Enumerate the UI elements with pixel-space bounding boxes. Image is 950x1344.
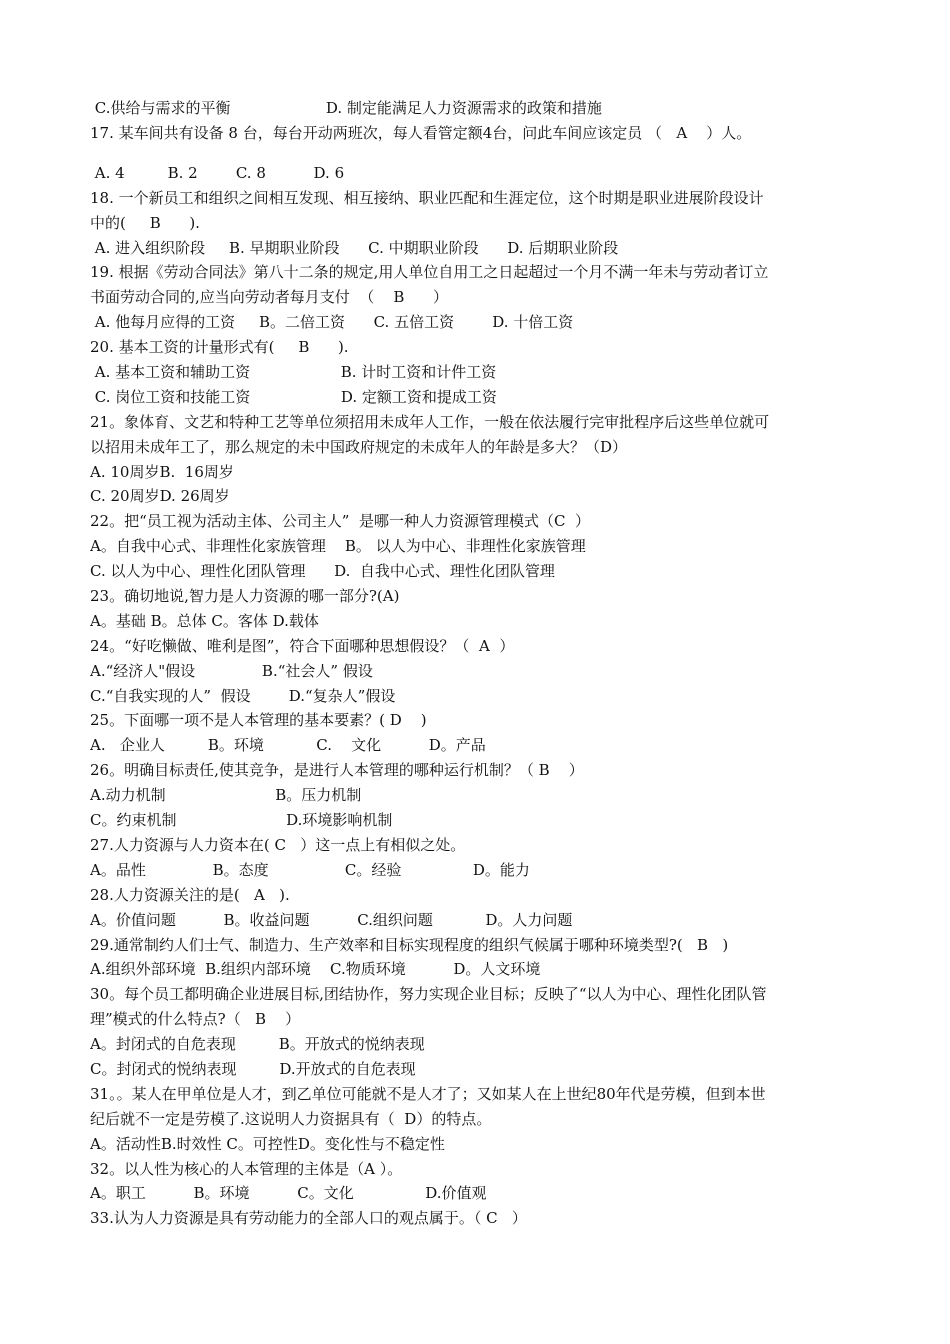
text-line: 32。以人性为核心的人本管理的主体是（A ）。 bbox=[90, 1159, 403, 1178]
text-line: A.动力机制 B。压力机制 bbox=[90, 786, 362, 805]
text-line: 33.认为人力资源是具有劳动能力的全部人口的观点属于。（ C ） bbox=[90, 1209, 527, 1228]
text-line: A。自我中心式、非理性化家族管理 B。 以人为中心、非理性化家族管理 bbox=[90, 537, 586, 556]
text-line: 中的( B ). bbox=[90, 213, 200, 232]
text-line: 以招用未成年工了，那么规定的未中国政府规定的未成年人的年龄是多大？（D） bbox=[90, 437, 628, 456]
text-line: 23。确切地说,智力是人力资源的哪一部分?(A) bbox=[90, 587, 400, 606]
text-line: 21。象体育、文艺和特种工艺等单位须招用未成年人工作，一般在依法履行完审批程序后这些单位就可 bbox=[90, 412, 770, 431]
text-line: 17. 某车间共有设备 8 台，每台开动两班次，每人看管定额4台，问此车间应该定员 （ A ）人。 bbox=[90, 123, 752, 142]
text-line: A. 企业人 B。环境 C. 文化 D。产品 bbox=[90, 736, 486, 755]
text-line: 31。。某人在甲单位是人才，到乙单位可能就不是人才了；又如某人在上世纪80年代是劳模，但到本世 bbox=[90, 1084, 766, 1103]
text-line: C. 以人为中心、理性化团队管理 D. 自我中心式、理性化团队管理 bbox=[90, 562, 555, 581]
text-line: 28.人力资源关注的是( A ). bbox=[90, 885, 290, 904]
text-line: A。活动性B.时效性 C。可控性D。变化性与不稳定性 bbox=[90, 1134, 445, 1153]
text-line: C. 岗位工资和技能工资 D. 定额工资和提成工资 bbox=[90, 387, 497, 406]
text-line: 22。把“员工视为活动主体、公司主人” 是哪一种人力资源管理模式（C ） bbox=[90, 512, 590, 531]
text-line: 理”模式的什么特点?（ B ） bbox=[90, 1010, 301, 1029]
text-line: A. 进入组织阶段 B. 早期职业阶段 C. 中期职业阶段 D. 后期职业阶段 bbox=[90, 238, 619, 257]
text-line: 25。下面哪一项不是人本管理的基本要素？( D ) bbox=[90, 711, 427, 730]
text-line: 30。每个员工都明确企业进展目标,团结协作，努力实现企业目标；反映了“以人为中心、理性化团队管 bbox=[90, 985, 767, 1004]
text-line: C. 20周岁D. 26周岁 bbox=[90, 487, 230, 506]
text-line: A。基础 B。总体 C。客体 D.载体 bbox=[90, 611, 319, 630]
text-line: 18. 一个新员工和组织之间相互发现、相互接纳、职业匹配和生涯定位，这个时期是职业进展阶段设计 bbox=[90, 188, 764, 207]
text-line: 20. 基本工资的计量形式有( B ). bbox=[90, 338, 349, 357]
text-line: A。价值问题 B。收益问题 C.组织问题 D。人力问题 bbox=[90, 910, 573, 929]
text-line: A.“经济人"假设 B.“社会人” 假设 bbox=[90, 661, 373, 680]
text-line: C.“自我实现的人” 假设 D.“复杂人”假设 bbox=[90, 686, 396, 705]
text-line: A.组织外部环境 B.组织内部环境 C.物质环境 D。人文环境 bbox=[90, 960, 541, 979]
text-line: A. 他每月应得的工资 B。二倍工资 C. 五倍工资 D. 十倍工资 bbox=[90, 313, 574, 332]
text-line: A. 10周岁B. 16周岁 bbox=[90, 462, 234, 481]
text-line: C。约束机制 D.环境影响机制 bbox=[90, 811, 393, 830]
text-line: 27.人力资源与人力资本在( C ）这一点上有相似之处。 bbox=[90, 835, 466, 854]
text-line: C.供给与需求的平衡 D. 制定能满足人力资源需求的政策和措施 bbox=[90, 99, 602, 117]
text-line: 26。明确目标责任,使其竞争，是进行人本管理的哪种运行机制？（ B ） bbox=[90, 761, 584, 780]
text-line: 书面劳动合同的,应当向劳动者每月支付 （ B ） bbox=[90, 288, 449, 307]
text-line: C。封闭式的悦纳表现 D.开放式的自危表现 bbox=[90, 1059, 416, 1078]
text-line: 24。“好吃懒做、唯利是图”，符合下面哪种思想假设？（ A ） bbox=[90, 636, 515, 655]
text-line: 纪后就不一定是劳模了.这说明人力资据具有（ D）的特点。 bbox=[90, 1109, 492, 1128]
text-line: A. 基本工资和辅助工资 B. 计时工资和计件工资 bbox=[90, 363, 497, 382]
text-line: 19. 根据《劳动合同法》第八十二条的规定,用人单位自用工之日起超过一个月不满一年未与劳动者订立 bbox=[90, 263, 769, 282]
text-line: A。品性 B。态度 C。经验 D。能力 bbox=[90, 860, 530, 879]
text-line: A. 4 B. 2 C. 8 D. 6 bbox=[90, 163, 345, 182]
text-line: A。封闭式的自危表现 B。开放式的悦纳表现 bbox=[90, 1035, 425, 1054]
text-line: 29.通常制约人们士气、制造力、生产效率和目标实现程度的组织气候属于哪种环境类型?( B ) bbox=[90, 935, 729, 954]
text-line: A。职工 B。环境 C。文化 D.价值观 bbox=[90, 1184, 487, 1203]
